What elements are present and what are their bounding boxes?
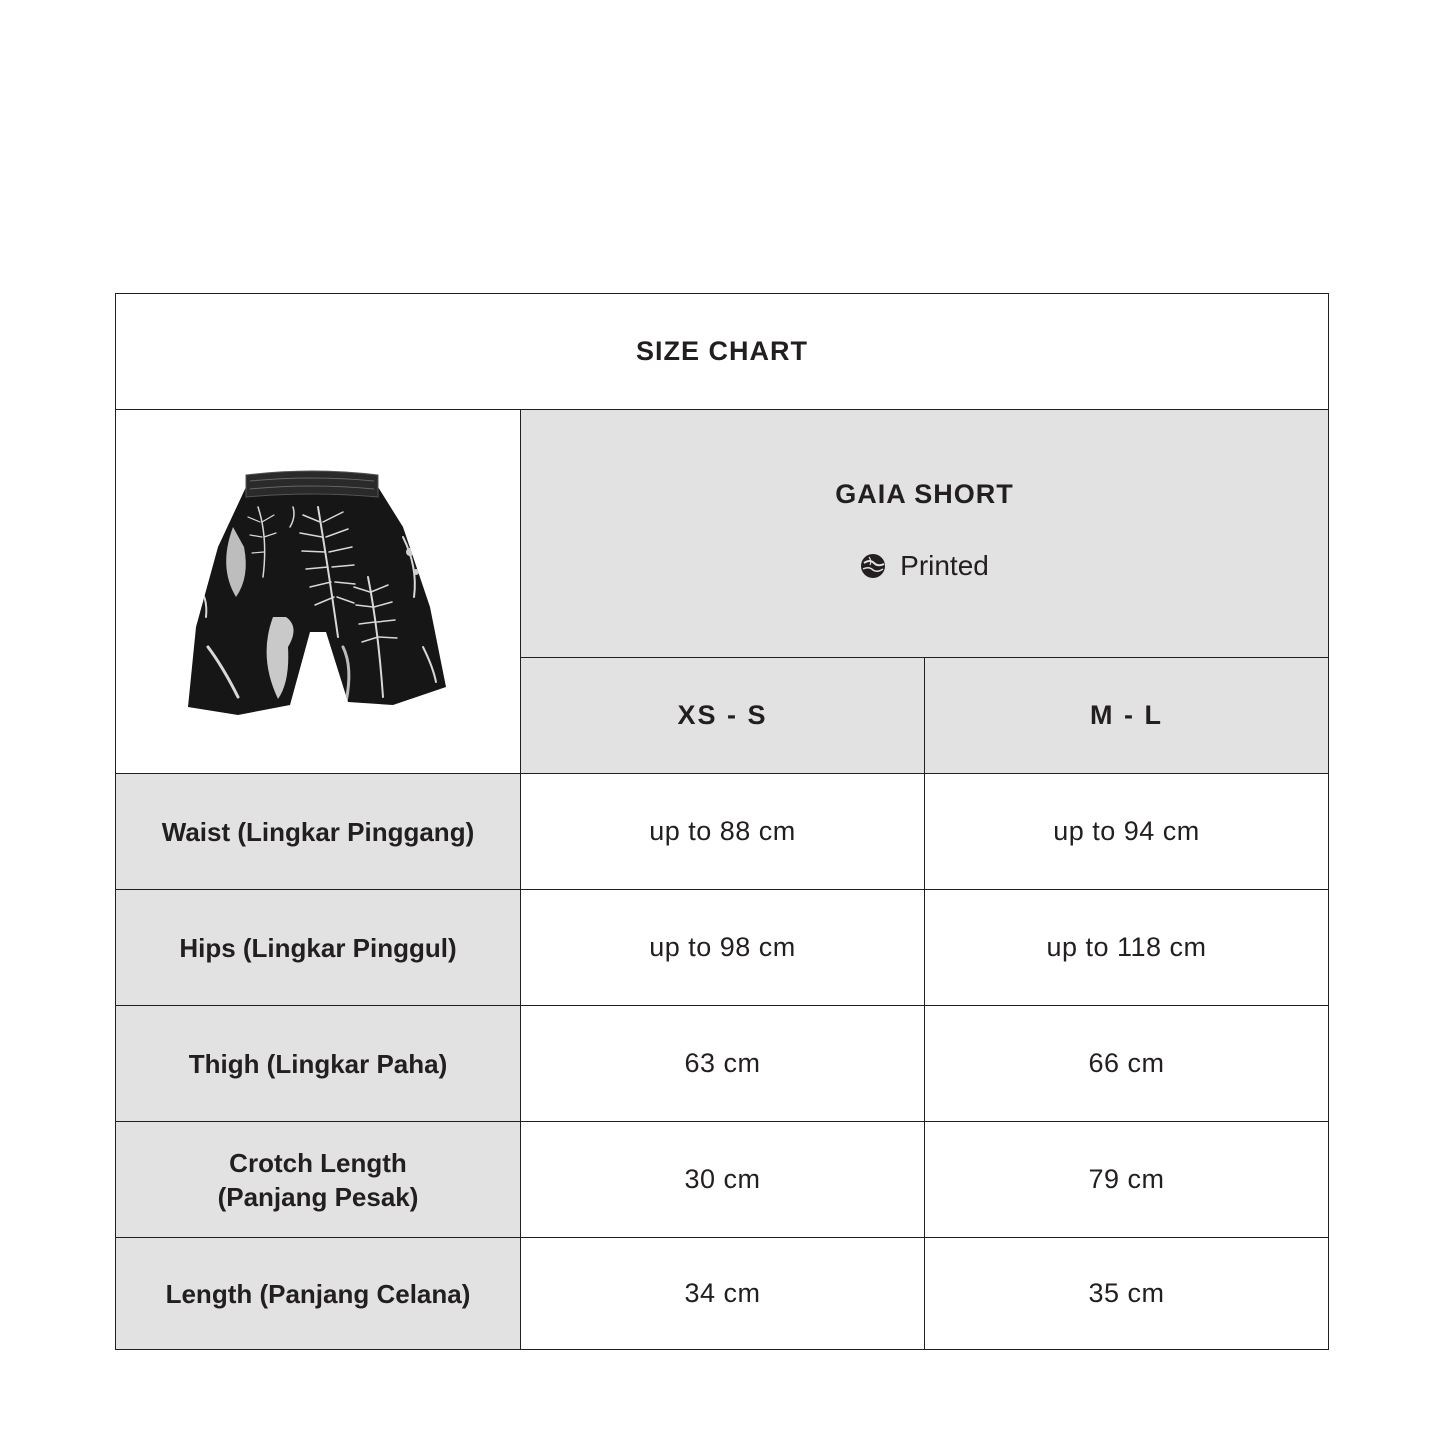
grid-line bbox=[116, 1237, 1328, 1238]
row-label-waist bbox=[116, 774, 520, 889]
grid-line bbox=[116, 773, 1328, 774]
table-cell bbox=[521, 1006, 924, 1121]
measurement-value: 35 cm bbox=[1088, 1278, 1165, 1308]
measurement-label: Thigh (Lingkar Paha) bbox=[188, 1048, 448, 1079]
size-label: M - L bbox=[1090, 700, 1163, 730]
measurement-value: up to 118 cm bbox=[1046, 932, 1207, 962]
table-cell bbox=[925, 890, 1328, 1005]
grid-line bbox=[520, 409, 521, 1349]
table-cell bbox=[521, 774, 924, 889]
measurement-value: up to 94 cm bbox=[1053, 816, 1200, 846]
printed-pattern-icon bbox=[860, 553, 886, 579]
product-header-cell bbox=[521, 410, 1328, 657]
measurement-value: up to 88 cm bbox=[649, 816, 796, 846]
grid-line bbox=[116, 409, 1328, 410]
table-cell bbox=[925, 1006, 1328, 1121]
grid-line bbox=[116, 889, 1328, 890]
measurement-value: 30 cm bbox=[684, 1164, 761, 1194]
table-cell bbox=[925, 774, 1328, 889]
row-label-crotch-length bbox=[116, 1122, 520, 1237]
table-cell bbox=[521, 1122, 924, 1237]
product-image-cell bbox=[116, 410, 520, 773]
measurement-value: up to 98 cm bbox=[649, 932, 796, 962]
measurement-label: Waist (Lingkar Pinggang) bbox=[161, 816, 475, 847]
variant-label: Printed bbox=[900, 550, 989, 581]
size-chart-title-cell bbox=[116, 294, 1328, 409]
measurement-value: 79 cm bbox=[1088, 1164, 1165, 1194]
size-header-xs-s bbox=[521, 658, 924, 773]
table-cell bbox=[521, 1238, 924, 1349]
measurement-value: 66 cm bbox=[1088, 1048, 1165, 1078]
grid-line bbox=[116, 1121, 1328, 1122]
size-chart-title: SIZE CHART bbox=[636, 336, 808, 366]
row-label-hips bbox=[116, 890, 520, 1005]
row-label-thigh bbox=[116, 1006, 520, 1121]
measurement-label: Length (Panjang Celana) bbox=[165, 1278, 471, 1309]
table-cell bbox=[925, 1122, 1328, 1237]
grid-line bbox=[116, 1005, 1328, 1006]
measurement-value: 34 cm bbox=[684, 1278, 761, 1308]
size-chart-table bbox=[115, 293, 1329, 1350]
grid-line bbox=[924, 657, 925, 1349]
table-cell bbox=[925, 1238, 1328, 1349]
measurement-label: Hips (Lingkar Pinggul) bbox=[179, 932, 457, 963]
variant-indicator bbox=[860, 550, 989, 582]
row-label-length bbox=[116, 1238, 520, 1349]
measurement-label: Crotch Length bbox=[229, 1147, 407, 1178]
shorts-product-image bbox=[178, 467, 458, 717]
size-header-m-l bbox=[925, 658, 1328, 773]
measurement-value: 63 cm bbox=[684, 1048, 761, 1078]
size-label: XS - S bbox=[677, 700, 768, 730]
table-cell bbox=[521, 890, 924, 1005]
measurement-label-translation: (Panjang Pesak) bbox=[217, 1181, 419, 1212]
product-name: GAIA SHORT bbox=[835, 479, 1014, 509]
